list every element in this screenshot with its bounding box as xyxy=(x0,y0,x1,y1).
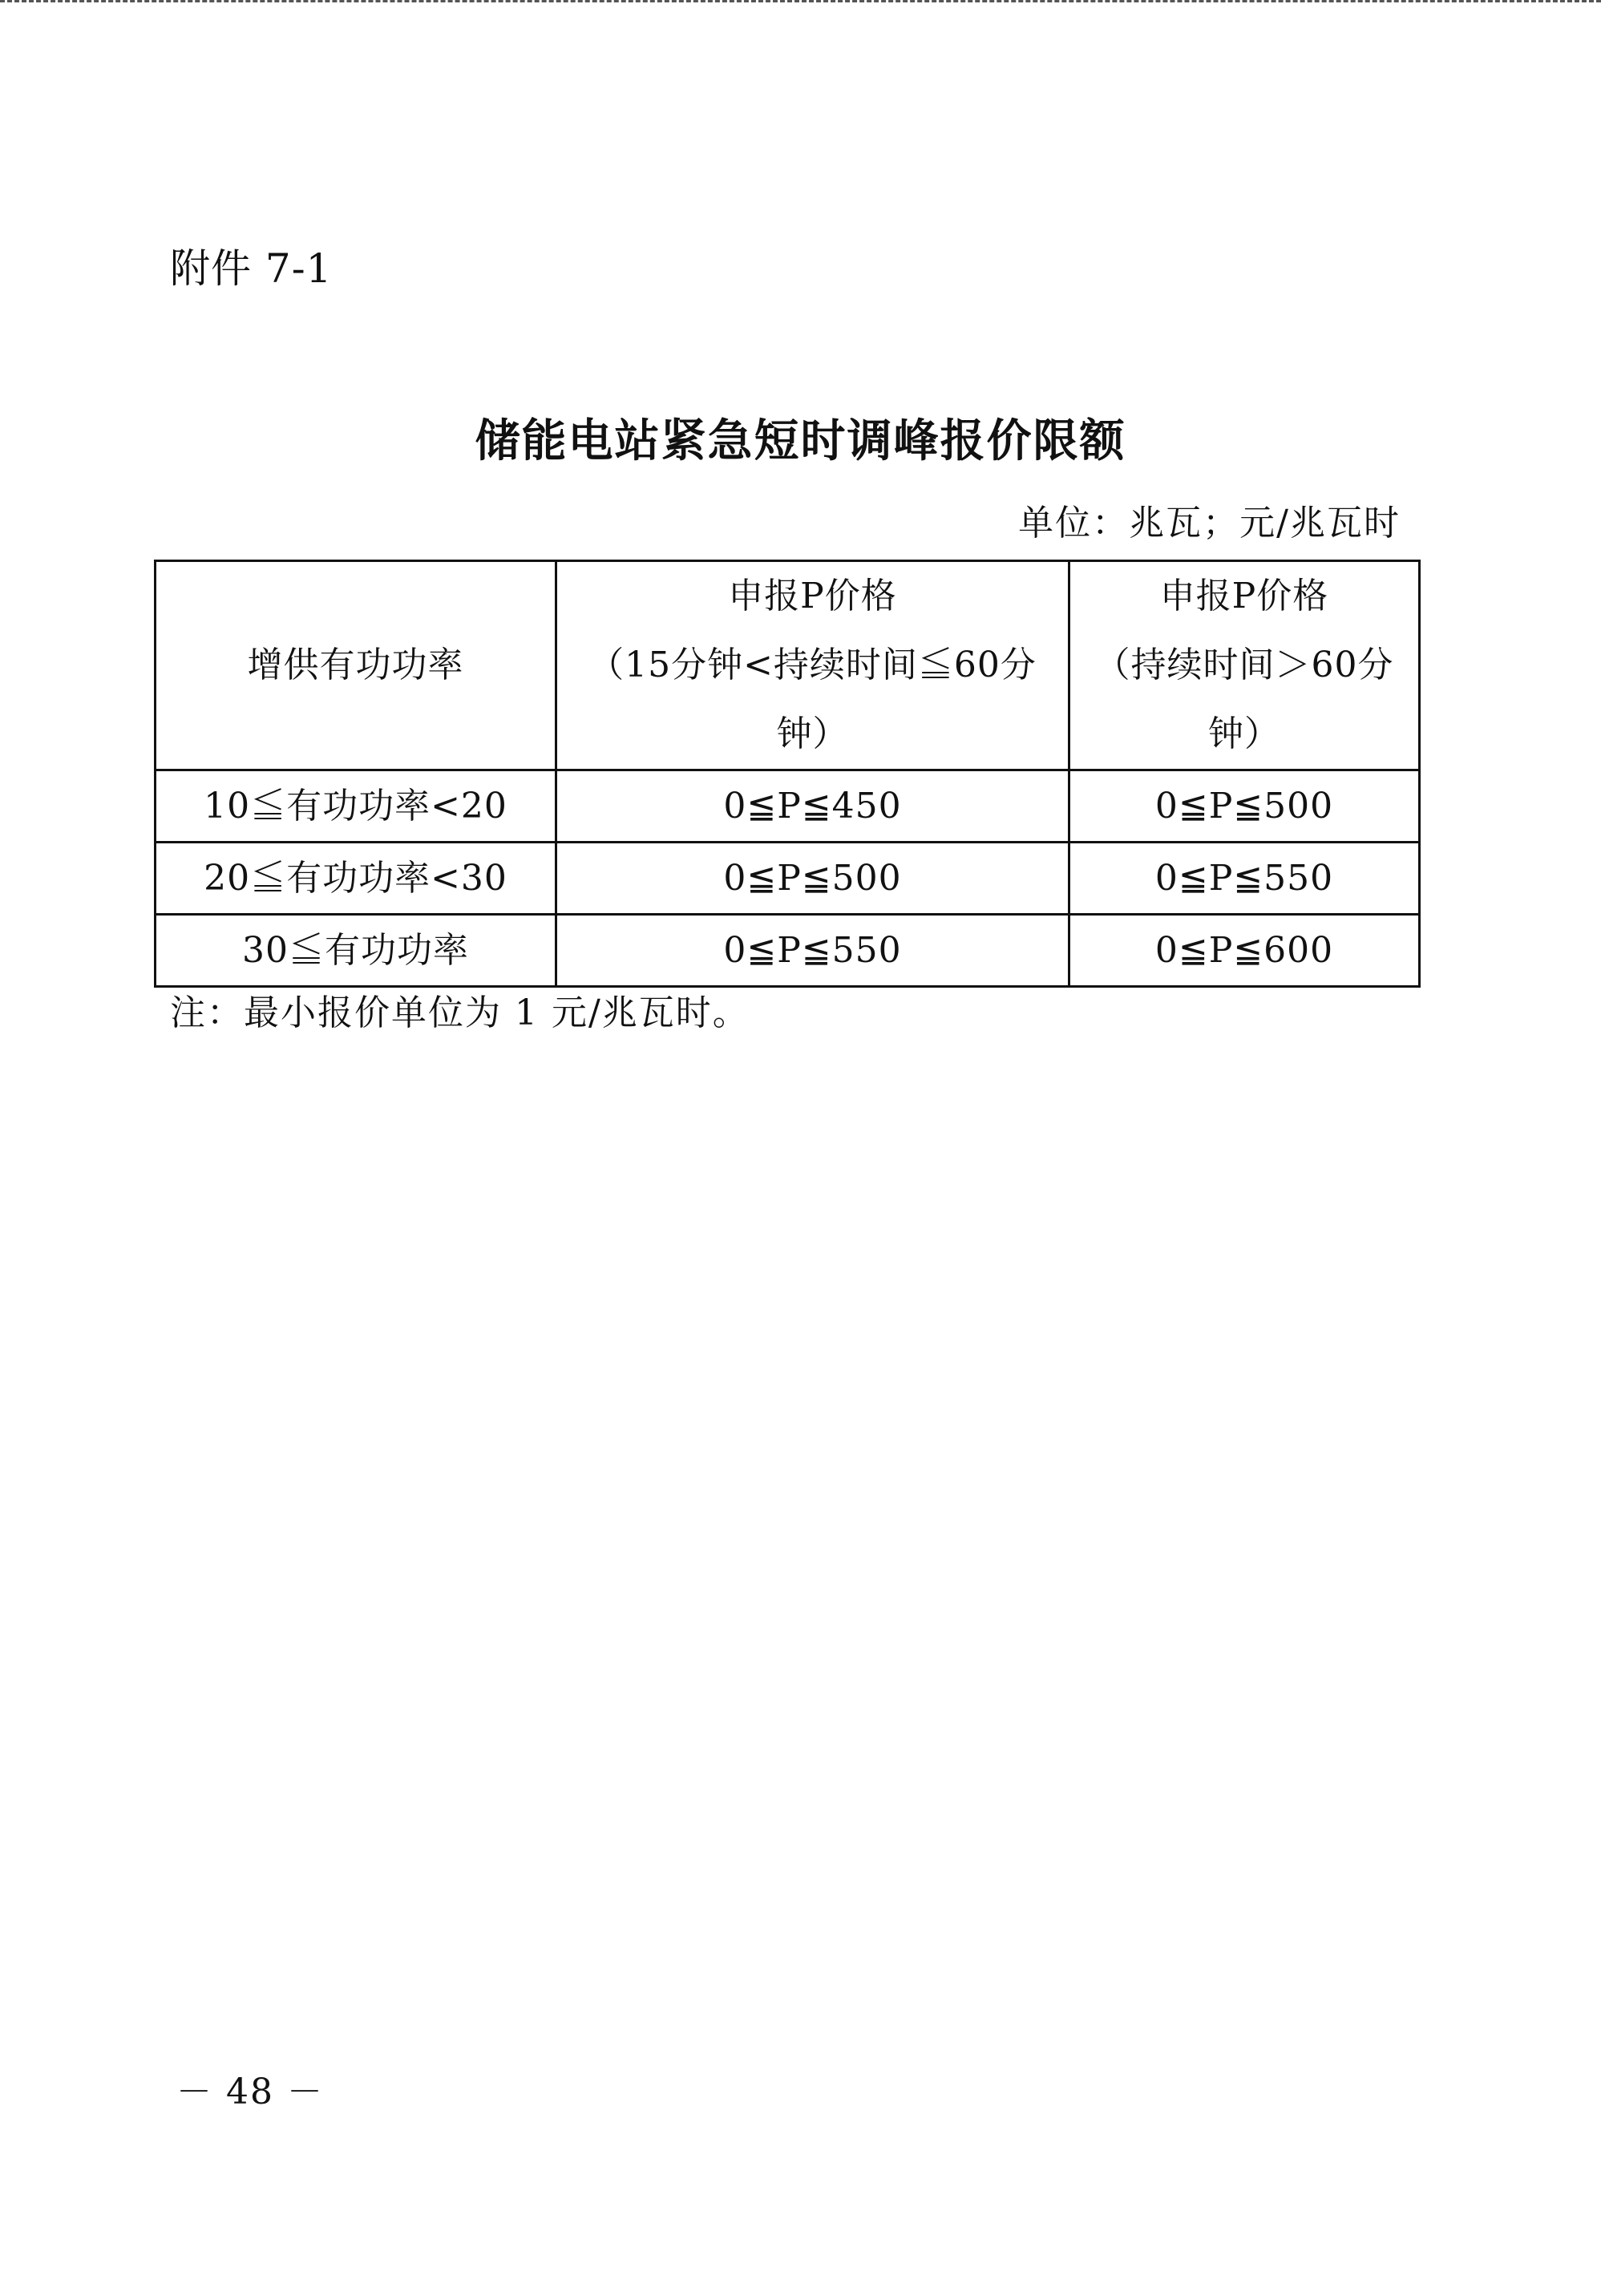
table-body xyxy=(156,770,1420,987)
table-row xyxy=(156,770,1420,843)
table-cell-price-long: 0≦P≦550 xyxy=(1069,843,1420,915)
header-line: （15分钟<持续时间≦60分 xyxy=(588,645,1037,685)
price-limit-table xyxy=(154,560,1421,988)
header-line: 增供有功功率 xyxy=(247,645,464,685)
header-line: 钟） xyxy=(1208,713,1280,754)
table-row xyxy=(156,843,1420,915)
header-line: （持续时间＞60分 xyxy=(1094,645,1394,685)
header-cell-price-long xyxy=(1069,561,1420,770)
table-cell-price-long: 0≦P≦600 xyxy=(1069,915,1420,987)
page-number: － 48 － xyxy=(176,2072,324,2112)
table-cell-power-range: 20≦有功功率<30 xyxy=(156,843,556,915)
table-cell-power-range: 10≦有功功率<20 xyxy=(156,770,556,843)
table-note: 注：最小报价单位为 1 元/兆瓦时。 xyxy=(170,992,750,1033)
table-cell-power-range: 30≦有功功率 xyxy=(156,915,556,987)
attachment-label: 附件 7-1 xyxy=(170,245,333,292)
top-border-rule xyxy=(0,0,1601,2)
header-cell-power xyxy=(156,561,556,770)
document-title: 储能电站紧急短时调峰报价限额 xyxy=(475,414,1126,467)
table-cell-price-long: 0≦P≦500 xyxy=(1069,770,1420,843)
table-cell-price-short: 0≦P≦550 xyxy=(556,915,1069,987)
unit-label: 单位：兆瓦；元/兆瓦时 xyxy=(1018,503,1401,544)
header-cell-price-short xyxy=(556,561,1069,770)
table-header-row xyxy=(156,561,1420,770)
header-line: 申报P价格 xyxy=(1159,576,1329,616)
table-cell-price-short: 0≦P≦500 xyxy=(556,843,1069,915)
table-cell-price-short: 0≦P≦450 xyxy=(556,770,1069,843)
table-row xyxy=(156,915,1420,987)
header-line: 申报P价格 xyxy=(728,576,897,616)
table-header xyxy=(156,561,1420,770)
header-line: 钟） xyxy=(776,713,849,754)
